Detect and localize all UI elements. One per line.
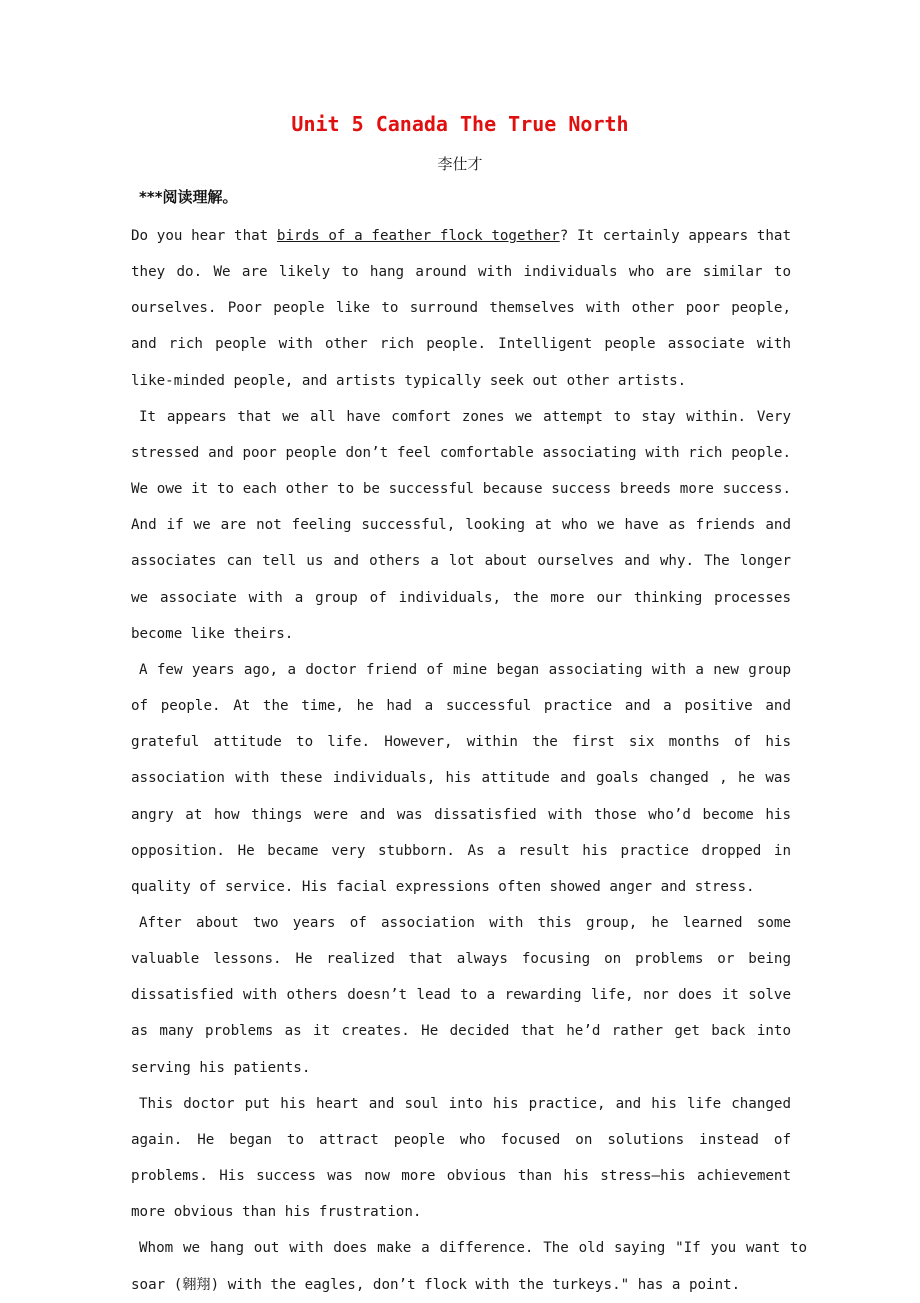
underlined-phrase: birds of a feather flock together	[276, 228, 560, 244]
paragraph-1-start: Do you hear that	[131, 228, 277, 244]
paragraph-4: After about two years of association with this group, he learned some valuable lessons. He realized that always focusing on problems or being dissatisfied with others doesn’t lead to a rewarding life, nor does it solve as many problems as it creates. He decided that he’d rather get back into serving his patients.	[131, 914, 791, 1076]
paragraph-5: This doctor put his heart and soul into his practice, and his life changed again. He began to attract people who focused on solutions instead of problems. His success was now more obvious than his stress—his achievement more obvious than his frustration.	[131, 1095, 791, 1221]
paragraph-2: It appears that we all have comfort zones we attempt to stay within. Very stressed and poor people don’t feel comfortable associating with rich people. We owe it to each other to be successful because success breeds more success. And if we are not feeling successful, looking at who we have as friends and associates can tell us and others a lot about ourselves and why. The longer we associate with a group of individuals, the more our thinking processes become like theirs.	[131, 408, 791, 642]
paragraph-3: A few years ago, a doctor friend of mine began associating with a new group of people. At the time, he had a successful practice and a positive and grateful attitude to life. However, within the first six months of his association with these individuals, his attitude and goals changed , he was angry at how things were and was dissatisfied with those who’d become his opposition. He became very stubborn. As a result his practice dropped in quality of service. His facial expressions often showed anger and stress.	[131, 661, 791, 895]
author-name: 李仕才	[437, 155, 483, 173]
document-title: Unit 5 Canada The True North	[291, 112, 629, 136]
paragraph-1-rest: ? It certainly appears that they do. We are likely to hang around with individuals who are similar to ourselves. Poor people like to surround themselves with other poor people, and rich people with other rich people. Intelligent people associate with like-minded people, and artists typically seek out other artists.	[131, 228, 792, 389]
paragraph-1	[131, 218, 791, 399]
reading-passage	[131, 218, 807, 1303]
section-heading: ***阅读理解。	[139, 188, 238, 206]
paragraph-6: Whom we hang out with does make a difference. The old saying "If you want to soar (翱翔) with the eagles, don’t flock with the turkeys." has a point.	[131, 1240, 807, 1293]
